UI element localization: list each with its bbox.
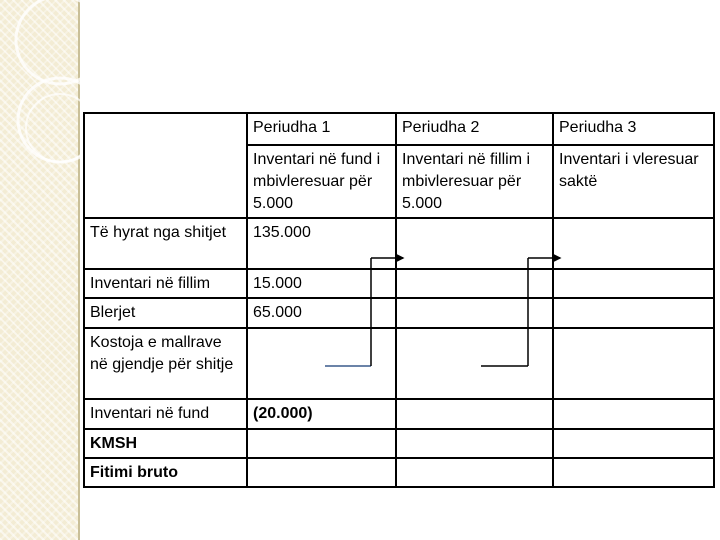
row-value-p2	[396, 429, 553, 458]
row-value-p2	[396, 218, 553, 269]
row-value-p1: 15.000	[247, 269, 396, 298]
header-period-2: Periudha 2	[396, 113, 553, 145]
row-value-p2	[396, 458, 553, 487]
row-label: Fitimi bruto	[84, 458, 247, 487]
header-period-3: Periudha 3	[553, 113, 714, 145]
row-value-p2	[396, 328, 553, 399]
row-value-p1: 65.000	[247, 298, 396, 328]
subheader-period-1: Inventari në fund i mbivleresuar për 5.000	[247, 145, 396, 218]
row-value-p3	[553, 269, 714, 298]
row-value-p2	[396, 399, 553, 429]
row-value-p1	[247, 458, 396, 487]
row-value-p1	[247, 429, 396, 458]
row-value-p1: 135.000	[247, 218, 396, 269]
header-period-1: Periudha 1	[247, 113, 396, 145]
row-value-p3	[553, 399, 714, 429]
subheader-period-2: Inventari në fillim i mbivleresuar për 5.000	[396, 145, 553, 218]
table-row	[84, 298, 714, 328]
row-label: Inventari në fund	[84, 399, 247, 429]
row-value-p3	[553, 429, 714, 458]
row-value-p3	[553, 328, 714, 399]
decorative-circles	[0, 0, 80, 540]
row-value-p2	[396, 298, 553, 328]
table-row	[84, 269, 714, 298]
row-value-p3	[553, 458, 714, 487]
header-empty	[84, 113, 247, 218]
row-value-p3	[553, 298, 714, 328]
row-value-p3	[553, 218, 714, 269]
row-value-p2	[396, 269, 553, 298]
row-label: Kostoja e mallrave në gjendje për shitje	[84, 328, 247, 399]
row-value-p1	[247, 328, 396, 399]
row-label: KMSH	[84, 429, 247, 458]
row-value-p1: (20.000)	[247, 399, 396, 429]
table-row	[84, 458, 714, 487]
row-label: Inventari në fillim	[84, 269, 247, 298]
subheader-period-3: Inventari i vleresuar saktë	[553, 145, 714, 218]
table-row	[84, 429, 714, 458]
row-label: Të hyrat nga shitjet	[84, 218, 247, 269]
table-row	[84, 328, 714, 399]
inventory-error-table	[83, 112, 715, 488]
row-label: Blerjet	[84, 298, 247, 328]
table-row	[84, 218, 714, 269]
table-row	[84, 399, 714, 429]
header-row	[84, 113, 714, 145]
